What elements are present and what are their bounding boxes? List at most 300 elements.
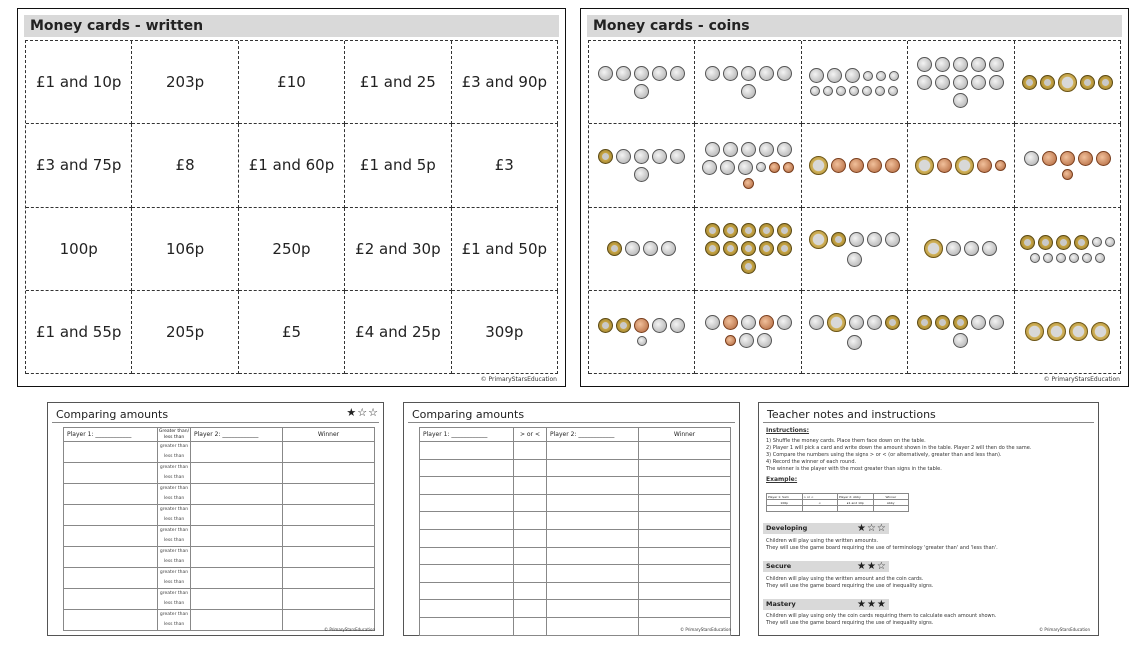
table-row [420,512,731,530]
silver-coin-icon [634,167,649,182]
pound-coin-icon [777,241,792,256]
silver-coin-icon [809,68,824,83]
winner-header: Winner [639,428,731,442]
less-than-option: less than [163,559,185,564]
comparison-cell[interactable] [158,442,191,463]
comparison-cell[interactable] [158,463,191,484]
winner-cell[interactable] [639,494,731,512]
written-card: £1 and 50p [452,208,558,291]
table-row [420,600,731,618]
player2-header: Player 2: ____________ [191,428,283,442]
example-cell: Abby [873,500,909,506]
silver-coin-icon [625,241,640,256]
copper-coin-icon [743,178,754,189]
winner-cell[interactable] [639,582,731,600]
written-card: £2 and 30p [345,208,451,291]
pound-coin-icon [1022,75,1037,90]
silver-coin-icon [723,66,738,81]
coin-card [908,41,1014,124]
written-card: 203p [132,41,238,124]
pound-coin-icon [935,315,950,330]
coin-card [802,208,908,291]
comparison-cell[interactable] [514,582,547,600]
comparison-cell[interactable] [514,565,547,583]
player1-cell[interactable] [420,582,514,600]
copper-coin-icon [725,335,736,346]
coin-card [589,41,695,124]
silver-coin-icon [757,333,772,348]
winner-header: Winner [283,428,375,442]
game-board-words [47,402,384,636]
copper-coin-icon [1096,151,1111,166]
silver-coin-icon [634,84,649,99]
pound-coin-icon [723,223,738,238]
written-card: £1 and 10p [26,41,132,124]
secure-line: They will use the game board requiring the use of inequality signs. [766,583,934,589]
copper-coin-icon [1078,151,1093,166]
written-card: 309p [452,291,558,374]
written-card: 106p [132,208,238,291]
two-coin-icon [1058,73,1077,92]
greater-than-option: greater than [159,570,189,575]
silver-coin-icon [888,86,898,96]
silver-coin-icon [637,336,647,346]
silver-coin-icon [705,315,720,330]
pound-coin-icon [1040,75,1055,90]
silver-coin-icon [971,75,986,90]
copper-coin-icon [1042,151,1057,166]
written-card: £5 [239,291,345,374]
pound-coin-icon [759,223,774,238]
comparison-cell[interactable] [158,589,191,610]
table-row [64,589,375,610]
developing-stars: ★☆☆ [857,523,887,534]
pound-coin-icon [723,241,738,256]
player2-cell[interactable] [191,442,283,463]
winner-cell[interactable] [283,568,375,589]
board-title: Comparing amounts [52,407,379,423]
player1-cell[interactable] [420,600,514,618]
table-row [420,547,731,565]
table-row [64,463,375,484]
player1-cell[interactable] [64,442,158,463]
player2-cell[interactable] [547,442,639,460]
two-coin-icon [827,313,846,332]
secure-label: Secure [763,561,889,572]
player1-cell[interactable] [420,459,514,477]
winner-cell[interactable] [639,529,731,547]
player1-cell[interactable] [64,547,158,568]
comparison-cell[interactable] [158,547,191,568]
copper-coin-icon [867,158,882,173]
player2-cell[interactable] [191,505,283,526]
comparison-cell[interactable] [514,512,547,530]
comparison-cell[interactable] [514,442,547,460]
silver-coin-icon [741,66,756,81]
pound-coin-icon [1074,235,1089,250]
player2-cell[interactable] [547,512,639,530]
pound-coin-icon [1038,235,1053,250]
comparison-header: Greater than/ less than [158,428,190,440]
instruction-line: 3) Compare the numbers using the signs > or < (or alternatively, greater than and less than). [766,452,1002,458]
copper-coin-icon [831,158,846,173]
player2-cell[interactable] [547,582,639,600]
player1-cell[interactable] [64,526,158,547]
table-row [420,565,731,583]
player2-cell[interactable] [191,526,283,547]
table-row [420,459,731,477]
two-coin-icon [1069,322,1088,341]
silver-coin-icon [1030,253,1040,263]
table-row [64,547,375,568]
less-than-option: less than [163,496,185,501]
written-card: £3 [452,124,558,207]
example-header: > or < [802,494,838,500]
instruction-line: 1) Shuffle the money cards. Place them face down on the table. [766,438,926,444]
comparison-cell[interactable] [514,617,547,635]
winner-cell[interactable] [639,547,731,565]
silver-coin-icon [756,162,766,172]
instructions-heading: Instructions: [766,427,810,434]
silver-coin-icon [1043,253,1053,263]
winner-cell[interactable] [283,463,375,484]
two-coin-icon [955,156,974,175]
copper-coin-icon [977,158,992,173]
player1-cell[interactable] [420,529,514,547]
silver-coin-icon [652,66,667,81]
winner-cell[interactable] [639,459,731,477]
player2-cell[interactable] [191,547,283,568]
copper-coin-icon [783,162,794,173]
copper-coin-icon [937,158,952,173]
table-row [420,582,731,600]
written-card-grid [25,40,558,374]
winner-cell[interactable] [639,565,731,583]
written-card: £3 and 75p [26,124,132,207]
less-than-option: less than [163,601,185,606]
less-than-option: less than [163,454,185,459]
comparison-cell[interactable] [158,568,191,589]
copper-coin-icon [849,158,864,173]
player2-cell[interactable] [191,568,283,589]
copper-coin-icon [1062,169,1073,180]
coin-card [1015,208,1121,291]
copyright: © PrimaryStarsEducation [680,627,731,632]
silver-coin-icon [723,142,738,157]
silver-coin-icon [809,315,824,330]
table-row [64,526,375,547]
mastery-stars: ★★★ [857,599,887,610]
silver-coin-icon [989,57,1004,72]
silver-coin-icon [823,86,833,96]
copyright: © PrimaryStarsEducation [480,376,557,383]
silver-coin-icon [1092,237,1102,247]
example-header: Player 1: Sam [767,494,803,500]
silver-coin-icon [863,71,873,81]
table-row [64,568,375,589]
player2-cell[interactable] [191,610,283,631]
written-card: £1 and 25 [345,41,451,124]
player1-cell[interactable] [64,568,158,589]
comparison-cell[interactable] [158,505,191,526]
comparison-cell[interactable] [514,459,547,477]
greater-than-option: greater than [159,465,189,470]
player2-cell[interactable] [191,589,283,610]
pound-coin-icon [741,259,756,274]
pound-coin-icon [1020,235,1035,250]
silver-coin-icon [705,66,720,81]
silver-coin-icon [889,71,899,81]
comparison-cell[interactable] [514,547,547,565]
notes-title: Teacher notes and instructions [763,407,1094,423]
silver-coin-icon [946,241,961,256]
copper-coin-icon [634,318,649,333]
silver-coin-icon [964,241,979,256]
pound-coin-icon [598,149,613,164]
comparison-header: > or < [514,428,547,442]
coin-card [802,41,908,124]
comparison-cell[interactable] [514,600,547,618]
comparison-cell[interactable] [514,494,547,512]
winner-cell[interactable] [639,600,731,618]
silver-coin-icon [634,149,649,164]
mastery-line: They will use the game board requiring the use of inequality signs. [766,620,934,626]
player1-cell[interactable] [64,589,158,610]
example-header: Winner [873,494,909,500]
player1-cell[interactable] [64,610,158,631]
instruction-line: 4) Record the winner of each round. [766,459,857,465]
coin-card [1015,41,1121,124]
player1-cell[interactable] [64,505,158,526]
coin-card [802,124,908,207]
silver-coin-icon [652,149,667,164]
silver-coin-icon [702,160,717,175]
comparison-cell[interactable] [158,610,191,631]
player2-cell[interactable] [547,617,639,635]
instruction-line: The winner is the player with the most greater than signs in the table. [766,466,942,472]
coin-card [695,208,801,291]
comparison-table [419,427,731,636]
player1-cell[interactable] [420,512,514,530]
silver-coin-icon [777,142,792,157]
player1-cell[interactable] [420,617,514,635]
silver-coin-icon [1082,253,1092,263]
copper-coin-icon [759,315,774,330]
mastery-label: Mastery [763,599,889,610]
two-coin-icon [809,156,828,175]
greater-than-option: greater than [159,612,189,617]
silver-coin-icon [982,241,997,256]
pound-coin-icon [777,223,792,238]
greater-than-option: greater than [159,549,189,554]
silver-coin-icon [862,86,872,96]
player2-cell[interactable] [547,547,639,565]
greater-than-option: greater than [159,486,189,491]
coin-card [1015,291,1121,374]
silver-coin-icon [670,318,685,333]
comparison-cell[interactable] [158,526,191,547]
silver-coin-icon [971,315,986,330]
player1-cell[interactable] [420,477,514,495]
written-card: 100p [26,208,132,291]
two-coin-icon [1047,322,1066,341]
comparison-cell[interactable] [514,529,547,547]
silver-coin-icon [953,333,968,348]
silver-coin-icon [917,75,932,90]
winner-cell[interactable] [283,589,375,610]
player1-cell[interactable] [420,442,514,460]
player2-cell[interactable] [547,565,639,583]
two-coin-icon [915,156,934,175]
player1-cell[interactable] [64,463,158,484]
pound-coin-icon [759,241,774,256]
copyright: © PrimaryStarsEducation [1043,376,1120,383]
player1-header: Player 1: ____________ [420,428,514,442]
silver-coin-icon [953,93,968,108]
coin-card [908,208,1014,291]
silver-coin-icon [917,57,932,72]
player2-cell[interactable] [547,477,639,495]
player2-cell[interactable] [547,494,639,512]
two-coin-icon [924,239,943,258]
player2-cell[interactable] [547,529,639,547]
pound-coin-icon [885,315,900,330]
silver-coin-icon [885,232,900,247]
written-cards-sheet [17,8,566,387]
player2-cell[interactable] [191,463,283,484]
winner-cell[interactable] [283,442,375,463]
pound-coin-icon [705,241,720,256]
winner-cell[interactable] [283,526,375,547]
silver-coin-icon [741,84,756,99]
silver-coin-icon [876,71,886,81]
pound-coin-icon [1098,75,1113,90]
silver-coin-icon [777,315,792,330]
player2-cell[interactable] [191,484,283,505]
silver-coin-icon [849,232,864,247]
player1-header: Player 1: ____________ [64,428,158,442]
silver-coin-icon [989,315,1004,330]
player1-cell[interactable] [420,547,514,565]
example-heading: Example: [766,476,798,483]
silver-coin-icon [1095,253,1105,263]
copper-coin-icon [1060,151,1075,166]
written-card: £1 and 55p [26,291,132,374]
silver-coin-icon [738,160,753,175]
silver-coin-icon [759,66,774,81]
written-card: £1 and 60p [239,124,345,207]
table-row [420,494,731,512]
player1-cell[interactable] [420,565,514,583]
two-coin-icon [1025,322,1044,341]
silver-coin-icon [652,318,667,333]
silver-coin-icon [1056,253,1066,263]
comparison-table [63,427,375,631]
copper-coin-icon [769,162,780,173]
coin-card [908,291,1014,374]
written-card: £1 and 5p [345,124,451,207]
silver-coin-icon [634,66,649,81]
silver-coin-icon [741,142,756,157]
table-row [420,442,731,460]
winner-cell[interactable] [283,505,375,526]
player2-cell[interactable] [547,600,639,618]
silver-coin-icon [741,315,756,330]
winner-cell[interactable] [639,512,731,530]
coin-card-grid [588,40,1121,374]
two-coin-icon [1091,322,1110,341]
silver-coin-icon [836,86,846,96]
silver-coin-icon [1069,253,1079,263]
coin-card [589,124,695,207]
comparison-cell[interactable] [514,477,547,495]
teacher-notes-sheet [758,402,1099,636]
table-row [64,505,375,526]
table-row [420,529,731,547]
silver-coin-icon [953,75,968,90]
silver-coin-icon [598,66,613,81]
instruction-line: 2) Player 1 will pick a card and write down the amount shown in the table. Player 2 will then do the same. [766,445,1032,451]
player2-cell[interactable] [547,459,639,477]
written-card: £10 [239,41,345,124]
written-card: £4 and 25p [345,291,451,374]
example-table [766,493,909,512]
player2-header: Player 2: ____________ [547,428,639,442]
winner-cell[interactable] [639,477,731,495]
winner-cell[interactable] [283,547,375,568]
winner-cell[interactable] [639,442,731,460]
pound-coin-icon [1056,235,1071,250]
copyright: © PrimaryStarsEducation [1039,627,1090,632]
written-card: £3 and 90p [452,41,558,124]
silver-coin-icon [847,252,862,267]
copper-coin-icon [723,315,738,330]
greater-than-option: greater than [159,528,189,533]
level-stars: ★☆☆ [346,406,379,419]
silver-coin-icon [935,75,950,90]
written-card: 205p [132,291,238,374]
copper-coin-icon [885,158,900,173]
silver-coin-icon [849,86,859,96]
pound-coin-icon [741,241,756,256]
player1-cell[interactable] [64,484,158,505]
silver-coin-icon [953,57,968,72]
developing-line: Children will play using the written amounts. [766,538,879,544]
comparison-cell[interactable] [158,484,191,505]
player1-cell[interactable] [420,494,514,512]
silver-coin-icon [616,66,631,81]
greater-than-option: greater than [159,444,189,449]
winner-cell[interactable] [283,484,375,505]
coin-card [589,291,695,374]
less-than-option: less than [163,580,185,585]
silver-coin-icon [670,66,685,81]
coins-sheet-title: Money cards - coins [587,15,1122,37]
board-title: Comparing amounts [408,407,735,423]
silver-coin-icon [705,142,720,157]
coin-card [908,124,1014,207]
less-than-option: less than [163,622,185,627]
silver-coin-icon [867,315,882,330]
pound-coin-icon [741,223,756,238]
greater-than-option: greater than [159,591,189,596]
less-than-option: less than [163,538,185,543]
written-sheet-title: Money cards - written [24,15,559,37]
pound-coin-icon [1080,75,1095,90]
silver-coin-icon [643,241,658,256]
silver-coin-icon [867,232,882,247]
silver-coin-icon [810,86,820,96]
